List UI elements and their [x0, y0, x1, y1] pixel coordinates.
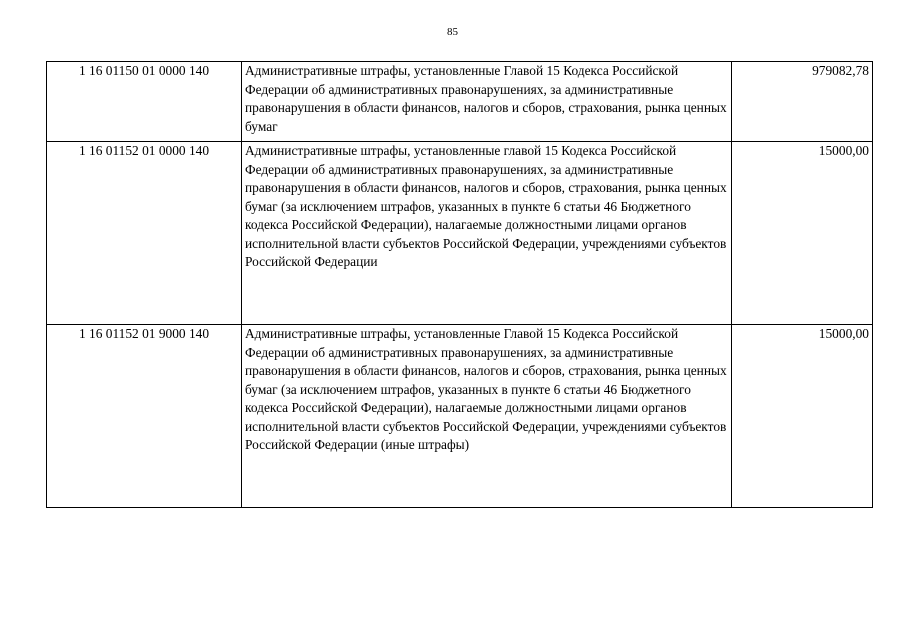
amount-cell: 979082,78 [732, 62, 873, 142]
description-cell: Административные штрафы, установленные Главой 15 Кодекса Российской Федерации об административных правонарушениях, за административные правонарушения в области финансов, налогов и сборов, страхования, рынка ценных бумаг (за исключением штрафов, указанных в пункте 6 статьи 46 Бюджетного кодекса Российской Федерации), налагаемые должностными лицами органов исполнительной власти субъектов Российской Федерации, учреждениями субъектов Российской Федерации (иные штрафы) [242, 325, 732, 508]
table-row [47, 142, 873, 325]
budget-code-cell: 1 16 01152 01 0000 140 [47, 142, 242, 325]
amount-cell: 15000,00 [732, 142, 873, 325]
page-number: 85 [447, 26, 458, 38]
table-row [47, 62, 873, 142]
table-row [47, 325, 873, 508]
description-cell: Административные штрафы, установленные Главой 15 Кодекса Российской Федерации об административных правонарушениях, за административные правонарушения в области финансов, налогов и сборов, страхования, рынка ценных бумаг [242, 62, 732, 142]
revenue-table [46, 61, 873, 508]
description-cell: Административные штрафы, установленные главой 15 Кодекса Российской Федерации об административных правонарушениях, за административные правонарушения в области финансов, налогов и сборов, страхования, рынка ценных бумаг (за исключением штрафов, указанных в пункте 6 статьи 46 Бюджетного кодекса Российской Федерации), налагаемые должностными лицами органов исполнительной власти субъектов Российской Федерации, учреждениями субъектов Российской Федерации [242, 142, 732, 325]
budget-code-cell: 1 16 01150 01 0000 140 [47, 62, 242, 142]
budget-code-cell: 1 16 01152 01 9000 140 [47, 325, 242, 508]
amount-cell: 15000,00 [732, 325, 873, 508]
